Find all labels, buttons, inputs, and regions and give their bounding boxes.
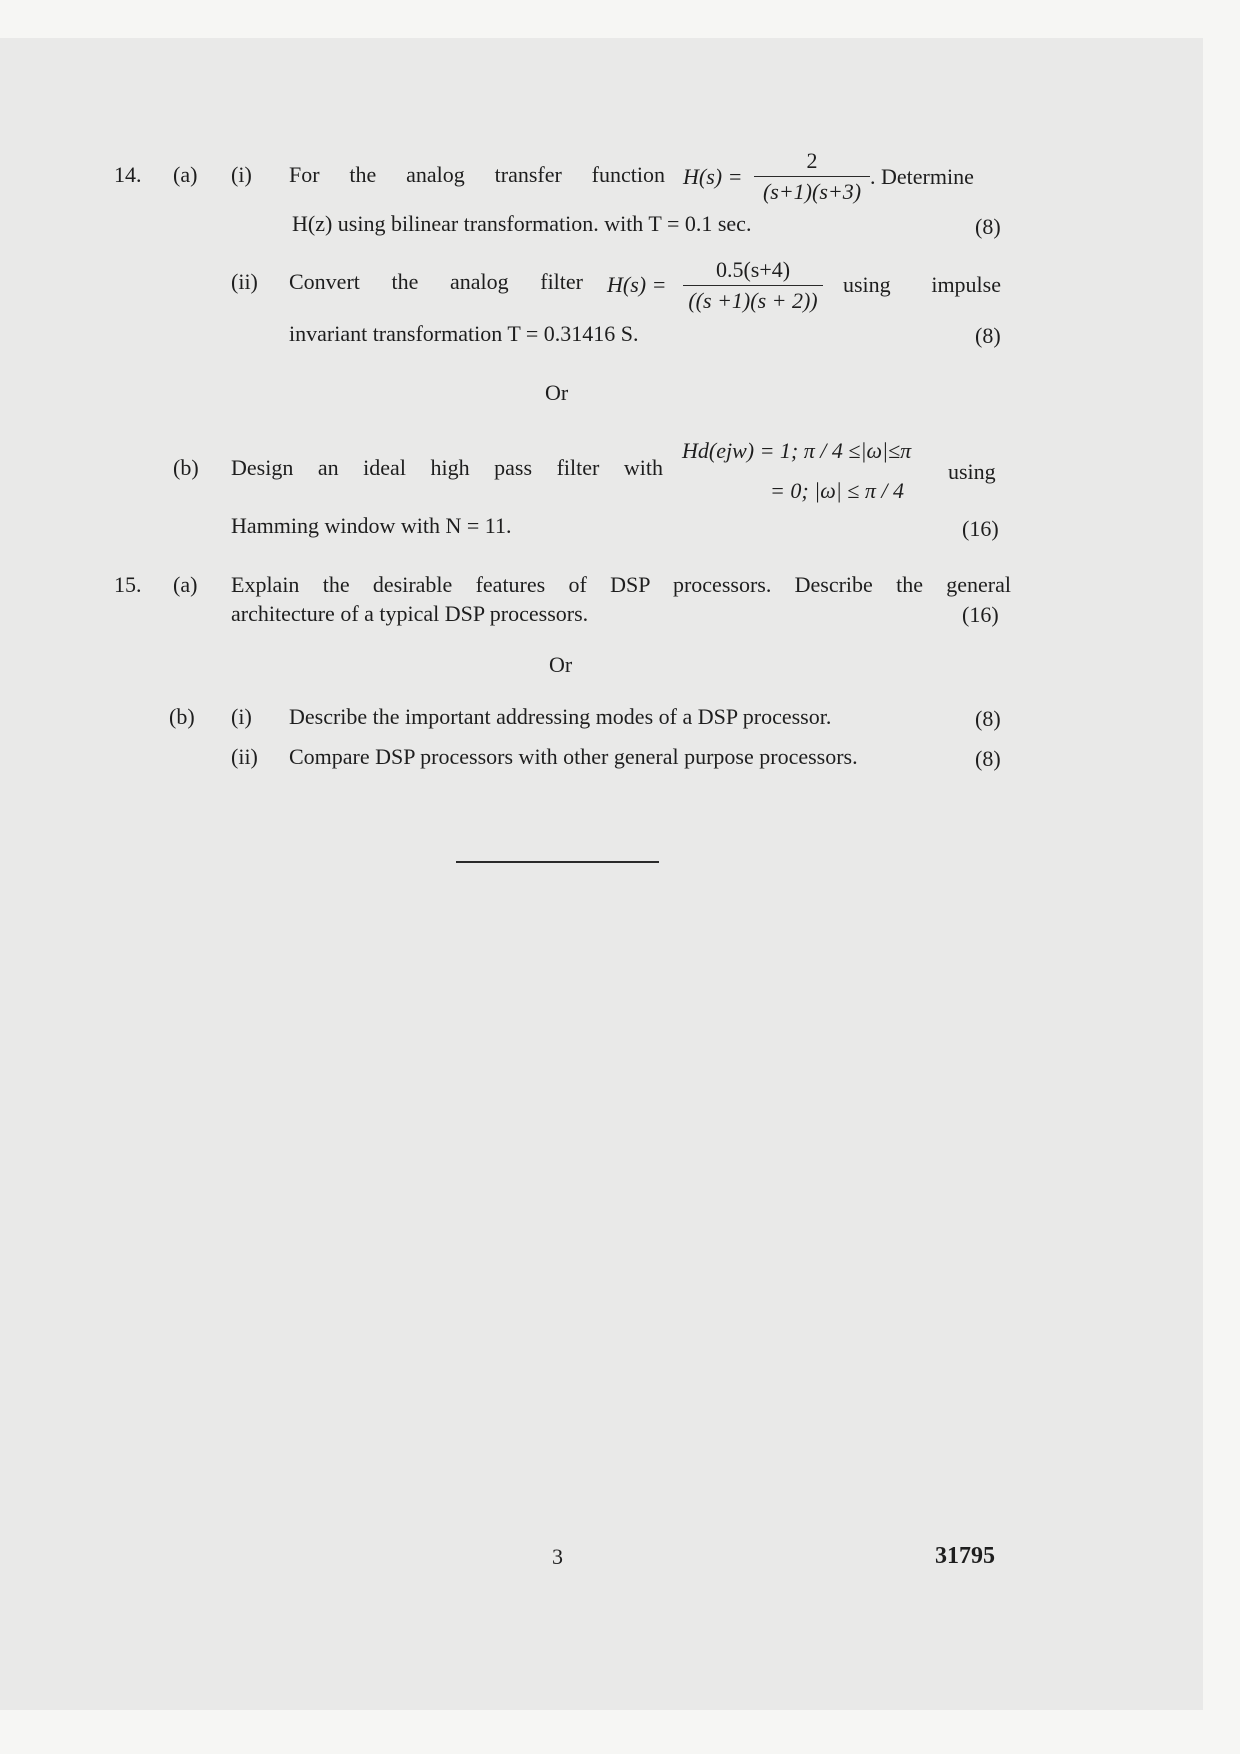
fraction-bar xyxy=(754,176,870,177)
q15-or-divider: Or xyxy=(549,652,573,677)
q14-a-ii-line2: invariant transformation T = 0.31416 S. xyxy=(289,321,639,346)
q14-or-divider: Or xyxy=(545,380,569,405)
q15-a-marks: (16) xyxy=(962,602,999,627)
q14-a-ii-marks: (8) xyxy=(975,323,1001,348)
q14-a-i-label: (i) xyxy=(231,162,252,187)
q14-a-i-numerator: 2 xyxy=(806,148,818,173)
fraction-bar xyxy=(683,285,823,286)
q14-b-line2: Hamming window with N = 11. xyxy=(231,513,512,538)
q14-b-tail: using xyxy=(948,459,996,484)
page-number: 3 xyxy=(552,1544,563,1569)
exam-page xyxy=(0,38,1203,1710)
q15-b-ii-text: Compare DSP processors with other general purpose processors. xyxy=(289,744,858,769)
q15-b-i-marks: (8) xyxy=(975,706,1001,731)
q14-a-ii-numerator: 0.5(s+4) xyxy=(715,257,791,282)
q14-a-ii-tail: using impulse xyxy=(843,272,1001,297)
q15-a-line2: architecture of a typical DSP processors. xyxy=(231,601,589,626)
q14-a-i-fraction xyxy=(754,148,870,205)
paper-code: 31795 xyxy=(935,1543,995,1569)
q14-a-ii-lead: Convert the analog filter xyxy=(289,269,583,294)
q14-b-lead: Design an ideal high pass filter with xyxy=(231,455,663,480)
q14-a-i-hs: H(s) = xyxy=(683,164,743,189)
q14-a-label: (a) xyxy=(173,162,198,187)
q14-a-ii-fraction xyxy=(683,257,823,314)
q14-a-i-denominator: (s+1)(s+3) xyxy=(762,179,862,204)
question-number-14: 14. xyxy=(114,162,142,187)
q14-b-equation-1: Hd(ejw) = 1; π / 4 ≤|ω|≤π xyxy=(682,438,912,463)
q14-a-i-lead: For the analog transfer function xyxy=(289,162,665,187)
q15-b-i-label: (i) xyxy=(231,704,252,729)
q14-a-ii-denominator: ((s +1)(s + 2)) xyxy=(688,288,818,313)
q14-a-ii-hs: H(s) = xyxy=(607,272,667,297)
q14-a-i-marks: (8) xyxy=(975,214,1001,239)
q14-a-i-tail: . Determine xyxy=(870,164,974,189)
q15-b-ii-label: (ii) xyxy=(231,744,258,769)
q14-a-ii-label: (ii) xyxy=(231,269,258,294)
q14-b-marks: (16) xyxy=(962,516,999,541)
q15-a-line1: Explain the desirable features of DSP processors. Describe the general xyxy=(231,572,1011,597)
q15-b-ii-marks: (8) xyxy=(975,746,1001,771)
q15-a-label: (a) xyxy=(173,572,198,597)
q15-b-i-text: Describe the important addressing modes of a DSP processor. xyxy=(289,704,832,729)
question-number-15: 15. xyxy=(114,572,142,597)
q15-b-label: (b) xyxy=(169,704,195,729)
q14-b-equation-2: = 0; |ω| ≤ π / 4 xyxy=(770,478,905,503)
q14-b-label: (b) xyxy=(173,455,199,480)
end-of-paper-rule xyxy=(456,861,659,863)
q14-a-i-line2: H(z) using bilinear transformation. with T = 0.1 sec. xyxy=(292,211,752,236)
